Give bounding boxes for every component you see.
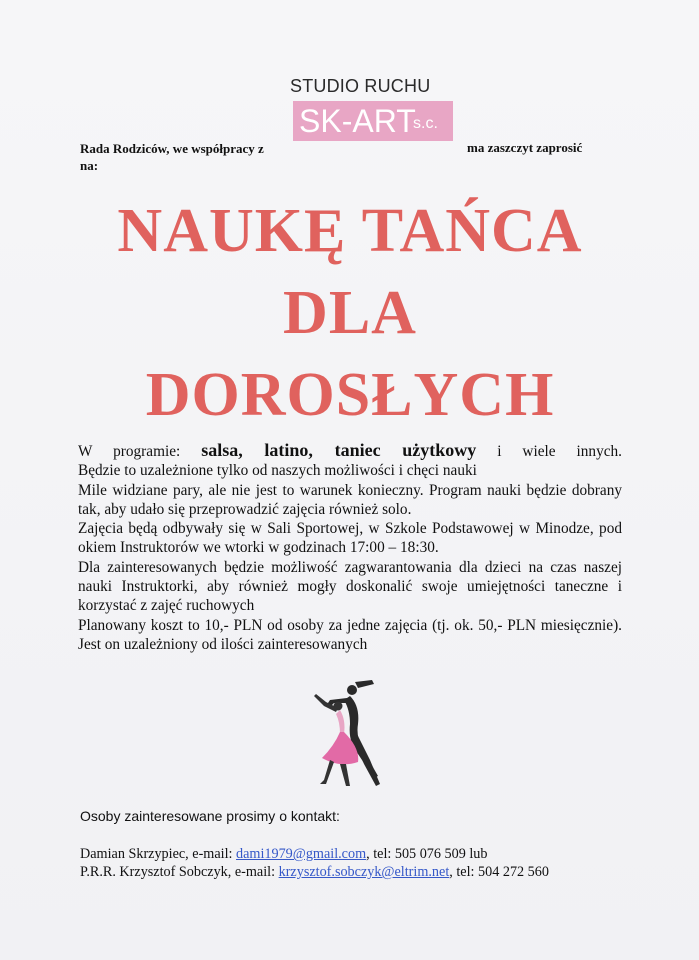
contact-line-1 [80, 846, 488, 863]
intro-right: ma zaszczyt zaprosić [467, 140, 583, 155]
contact-line-2 [80, 864, 549, 881]
headline-line-3: DOROSŁYCH [145, 361, 555, 429]
dancing-couple-icon [300, 676, 400, 790]
contact-2-suffix: , tel: 504 272 560 [449, 864, 549, 880]
logo-top-text: STUDIO RUCHU [290, 76, 431, 96]
dependency-line: Będzie to uzależnione tylko od naszych możliwości i chęci nauki [78, 462, 477, 480]
program-prefix: W programie: [78, 443, 181, 460]
program-highlight: salsa, latino, taniec użytkowy [201, 440, 477, 460]
program-line [78, 441, 622, 461]
contact-1-prefix: Damian Skrzypiec, e-mail: [80, 846, 233, 862]
contact-1-suffix: , tel: 505 076 509 lub [366, 846, 488, 862]
logo-suffix: s.c. [413, 115, 438, 132]
contact-heading: Osoby zainteresowane prosimy o kontakt: [80, 808, 340, 824]
headline [60, 190, 640, 436]
intro-left: Rada Rodziców, we współpracy z [80, 141, 264, 156]
children-paragraph: Dla zainteresowanych będzie możliwość zagwarantowania dla dzieci na czas naszej nauki Instruktorki, aby również mogły doskonalić swoje umiejętności taneczne i korzystać z zajęć ruchowych [78, 558, 622, 615]
sk-art-logo [293, 101, 453, 141]
program-suffix: i wiele innych. [497, 443, 622, 460]
headline-line-2: DLA [283, 279, 417, 347]
contact-2-prefix: P.R.R. Krzysztof Sobczyk, e-mail: [80, 864, 276, 880]
pairs-paragraph: Mile widziane pary, ale nie jest to warunek konieczny. Program nauki będzie dobrany tak, aby udało się przeprowadzić zajęcia również solo. [78, 481, 622, 518]
headline-line-1: NAUKĘ TAŃCA [117, 197, 583, 265]
email-link-damian[interactable]: dami1979@gmail.com [236, 846, 367, 862]
email-link-krzysztof[interactable]: krzysztof.sobczyk@eltrim.net [278, 864, 450, 880]
intro-text [80, 140, 300, 174]
intro-continuation: na: [80, 158, 99, 173]
body-text [78, 441, 622, 654]
cost-paragraph: Planowany koszt to 10,- PLN od osoby za jedne zajęcia (tj. ok. 50,- PLN miesięcznie). Jest on uzależniony od ilości zainteresowanych [78, 616, 622, 653]
location-paragraph: Zajęcia będą odbywały się w Sali Sportowej, w Szkole Podstawowej w Minodze, pod okiem Instruktorów we wtorki w godzinach 17:00 – 18:30. [78, 520, 622, 557]
logo-name: SK-ART [299, 103, 416, 139]
